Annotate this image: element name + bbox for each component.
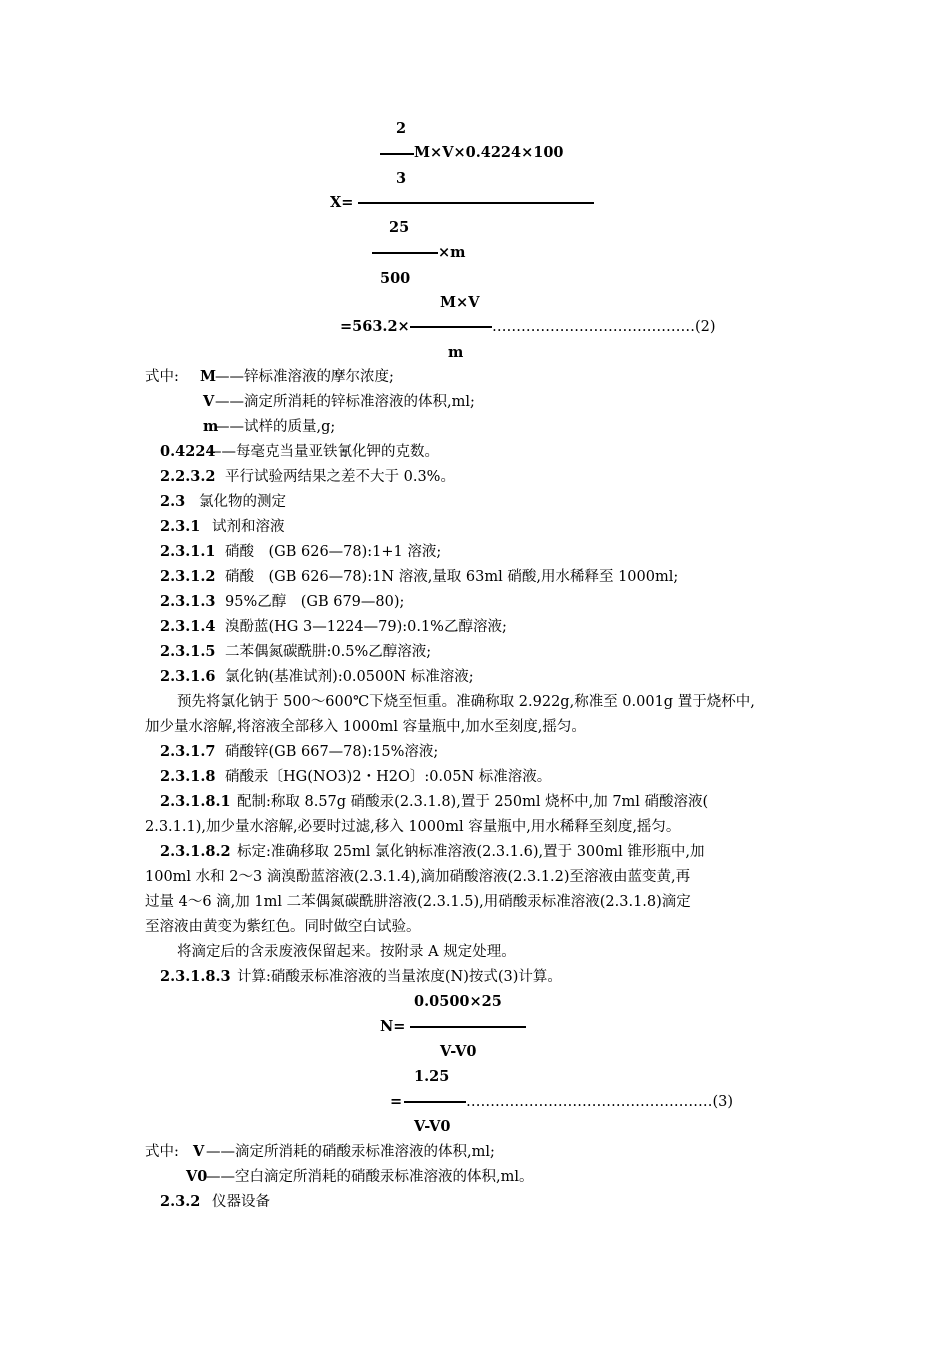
section-2-3-1-8-2-continuation-3: 至溶液由黄变为紫红色。同时做空白试验。 (145, 919, 421, 935)
formula3-num: 0.0500×25 (414, 993, 502, 1010)
where2-v0-sym: V0 (186, 1168, 208, 1185)
section-2-2-3-2-number: 2.2.3.2 (160, 468, 216, 485)
formula2-inner-fraction-bar (380, 153, 414, 155)
formula2-num-bottom: 3 (396, 170, 407, 187)
section-2-2-3-2-text: 平行试验两结果之差不大于 0.3%。 (225, 469, 455, 485)
formula2-simp-den: m (448, 344, 464, 361)
section-2-3-1-8-2-number: 2.3.1.8.2 (160, 843, 231, 860)
paragraph-nacl-prep-line2: 加少量水溶解,将溶液全部移入 1000ml 容量瓶中,加水至刻度,摇匀。 (145, 719, 586, 735)
section-2-3-1-4-text: 溴酚蓝(HG 3—1224—79):0.1%乙醇溶液; (225, 619, 507, 635)
section-2-3-1-8-2-continuation-1: 100ml 水和 2～3 滴溴酚蓝溶液(2.3.1.4),滴加硝酸溶液(2.3.1.2)至溶液由蓝变黄,再 (145, 869, 691, 885)
section-2-3-number: 2.3 (160, 493, 186, 510)
formula2-simp-tail: ……………………………………(2) (492, 319, 716, 335)
section-2-3-1-1-number: 2.3.1.1 (160, 543, 216, 560)
section-2-3-1-2-number: 2.3.1.2 (160, 568, 216, 585)
where1-k-sym: 0.4224 (160, 443, 216, 460)
formula2-lhs: X= (330, 194, 354, 211)
formula2-simp-fraction-bar (410, 326, 492, 328)
paragraph-nacl-prep-line1: 预先将氯化钠于 500～600℃下烧至恒重。准确称取 2.922g,称准至 0.001g 置于烧杯中, (177, 694, 755, 710)
formula3-simp-tail: ……………………………………………(3) (466, 1094, 734, 1110)
section-2-3-2-number: 2.3.2 (160, 1193, 201, 1210)
section-2-3-title: 氯化物的测定 (199, 494, 286, 510)
section-2-3-1-6-text: 氯化钠(基准试剂):0.0500N 标准溶液; (225, 669, 474, 685)
formula2-den-expr: ×m (438, 244, 466, 261)
section-2-3-1-8-1-text: 配制:称取 8.57g 硝酸汞(2.3.1.8),置于 250ml 烧杯中,加 7ml 硝酸溶液( (237, 794, 709, 810)
formula2-simp-num: M×V (440, 294, 480, 311)
section-2-3-1-8-text: 硝酸汞〔HG(NO3)2・H2O〕:0.05N 标准溶液。 (225, 769, 552, 785)
formula2-num-top: 2 (396, 120, 407, 137)
section-2-3-1-title: 试剂和溶液 (212, 519, 285, 535)
section-2-3-1-7-number: 2.3.1.7 (160, 743, 216, 760)
section-2-3-1-8-3-text: 计算:硝酸汞标准溶液的当量浓度(N)按式(3)计算。 (237, 969, 562, 985)
where1-v-sym: V (203, 393, 215, 410)
section-2-3-1-5-text: 二苯偶氮碳酰肼:0.5%乙醇溶液; (225, 644, 432, 660)
paragraph-waste-handling: 将滴定后的含汞废液保留起来。按附录 A 规定处理。 (177, 944, 516, 960)
section-2-3-2-title: 仪器设备 (212, 1194, 270, 1210)
where2-v0-desc: ——空白滴定所消耗的硝酸汞标准溶液的体积,ml。 (206, 1169, 534, 1185)
formula2-simp-prefix: =563.2× (340, 318, 410, 335)
formula3-simp-prefix: = (390, 1093, 403, 1110)
section-2-3-1-5-number: 2.3.1.5 (160, 643, 216, 660)
where1-m-desc: ——锌标准溶液的摩尔浓度; (215, 369, 394, 385)
formula3-lhs: N= (380, 1018, 406, 1035)
formula3-simp-fraction-bar (404, 1101, 466, 1103)
section-2-3-1-4-number: 2.3.1.4 (160, 618, 216, 635)
formula2-main-fraction-bar (358, 202, 594, 204)
section-2-3-1-6-number: 2.3.1.6 (160, 668, 216, 685)
section-2-3-1-8-number: 2.3.1.8 (160, 768, 216, 785)
section-2-3-1-8-2-continuation-2: 过量 4～6 滴,加 1ml 二苯偶氮碳酰肼溶液(2.3.1.5),用硝酸汞标准溶液(2.3.1.8)滴定 (145, 894, 691, 910)
section-2-3-1-8-1-number: 2.3.1.8.1 (160, 793, 231, 810)
where1-k-desc: ——每毫克当量亚铁氰化钾的克数。 (207, 444, 439, 460)
where1-v-desc: ——滴定所消耗的锌标准溶液的体积,ml; (215, 394, 475, 410)
section-2-3-1-number: 2.3.1 (160, 518, 201, 535)
formula3-den: V-V0 (440, 1043, 477, 1060)
where1-label: 式中: (145, 369, 179, 385)
section-2-3-1-3-text: 95%乙醇 (GB 679—80); (225, 594, 405, 610)
formula3-simp-num: 1.25 (414, 1068, 450, 1085)
where1-mm-desc: ——试样的质量,g; (215, 419, 336, 435)
section-2-3-1-8-1-continuation: 2.3.1.1),加少量水溶解,必要时过滤,移入 1000ml 容量瓶中,用水稀释至刻度,摇匀。 (145, 819, 681, 835)
where2-label: 式中: (145, 1144, 179, 1160)
section-2-3-1-3-number: 2.3.1.3 (160, 593, 216, 610)
formula3-fraction-bar (410, 1026, 526, 1028)
section-2-3-1-7-text: 硝酸锌(GB 667—78):15%溶液; (225, 744, 439, 760)
where1-m-sym: M (200, 368, 217, 385)
formula2-den-fraction-bar (372, 252, 438, 254)
section-2-3-1-8-3-number: 2.3.1.8.3 (160, 968, 231, 985)
formula3-simp-den: V-V0 (414, 1118, 451, 1135)
formula2-num-expr: M×V×0.4224×100 (414, 144, 564, 161)
formula2-den-bottom: 500 (380, 270, 411, 287)
section-2-3-1-2-text: 硝酸 (GB 626—78):1N 溶液,量取 63ml 硝酸,用水稀释至 1000ml; (225, 569, 679, 585)
section-2-3-1-8-2-text: 标定:准确移取 25ml 氯化钠标准溶液(2.3.1.6),置于 300ml 锥形瓶中,加 (237, 844, 705, 860)
where2-v-desc: ——滴定所消耗的硝酸汞标准溶液的体积,ml; (206, 1144, 495, 1160)
where1-mm-sym: m (203, 418, 219, 435)
formula2-den-top: 25 (389, 219, 410, 236)
where2-v-sym: V (193, 1143, 205, 1160)
section-2-3-1-1-text: 硝酸 (GB 626—78):1+1 溶液; (225, 544, 442, 560)
